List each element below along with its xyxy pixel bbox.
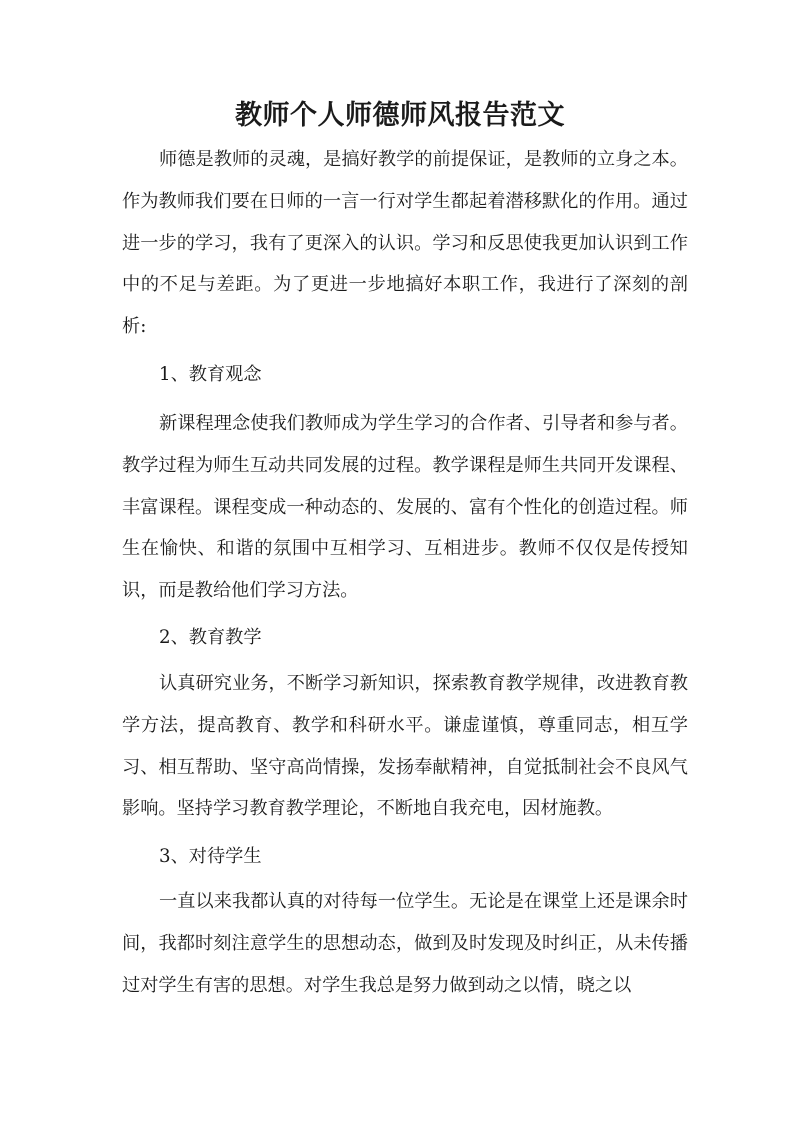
section-paragraph-education-concept: 新课程理念使我们教师成为学生学习的合作者、引导者和参与者。教学过程为师生互动共同发展的过程。教学课程是师生共同开发课程、丰富课程。课程变成一种动态的、发展的、富有个性化的创造过程。师生在愉快、和谐的氛围中互相学习、互相进步。教师不仅仅是传授知识，而是教给他们学习方法。 (122, 413, 688, 602)
section-heading-treating-students: 3、对待学生 (159, 846, 262, 867)
intro-paragraph: 师德是教师的灵魂，是搞好教学的前提保证，是教师的立身之本。作为教师我们要在日师的一言一行对学生都起着潜移默化的作用。通过进一步的学习，我有了更深入的认识。学习和反思使我更加认识到工作中的不足与差距。为了更进一步地搞好本职工作，我进行了深刻的剖析: (122, 149, 688, 338)
section-paragraph-treating-students: 一直以来我都认真的对待每一位学生。无论是在课堂上还是课余时间，我都时刻注意学生的思想动态，做到及时发现及时纠正，从未传播过对学生有害的思想。对学生我总是努力做到动之以情，晓之以 (122, 891, 688, 996)
document-title: 教师个人师德师风报告范文 (235, 100, 565, 131)
section-heading-teaching: 2、教育教学 (159, 627, 262, 648)
section-paragraph-teaching: 认真研究业务，不断学习新知识，探索教育教学规律，改进教育教学方法，提高教育、教学和科研水平。谦虚谨慎，尊重同志，相互学习、相互帮助、坚守高尚情操，发扬奉献精神，自觉抵制社会不良风气影响。坚持学习教育教学理论，不断地自我充电，因材施教。 (122, 673, 688, 820)
section-heading-education-concept: 1、教育观念 (159, 364, 262, 385)
